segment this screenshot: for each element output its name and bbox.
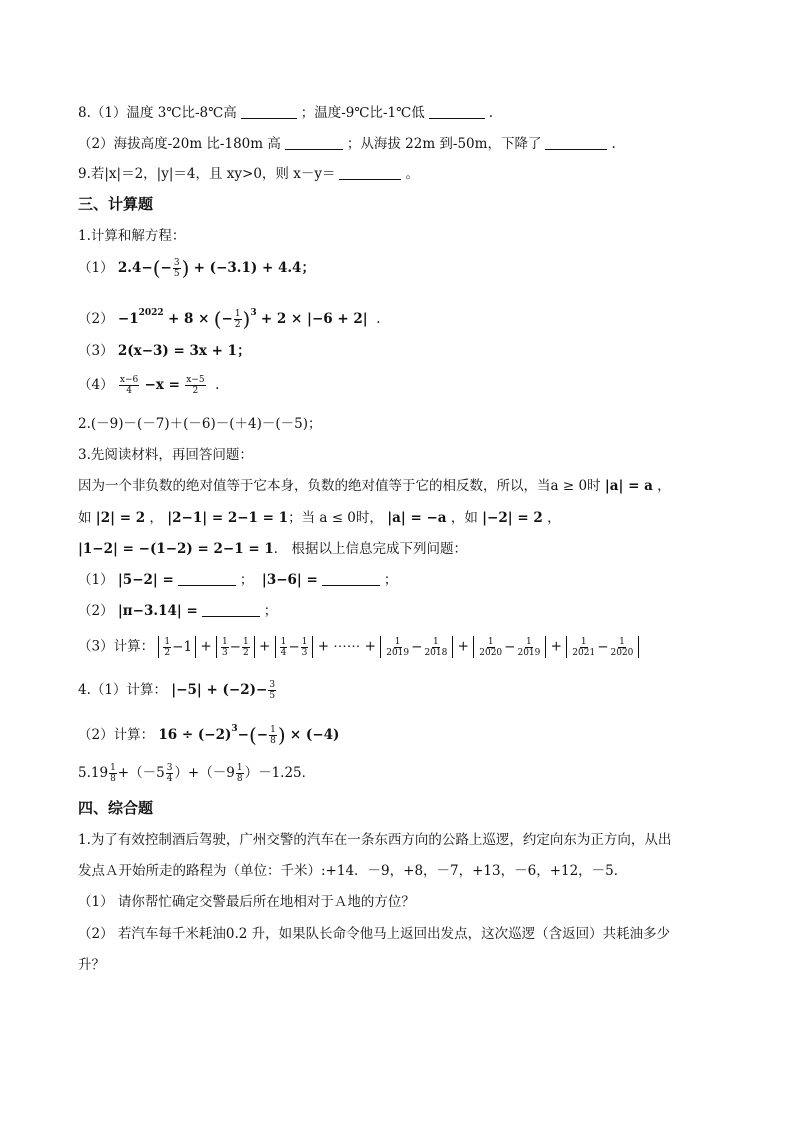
calc-2: 2.(－9)－(－7)＋(－6)－(＋4)－(－5)；: [78, 416, 322, 432]
fraction: $\frac{3}{5}$: [173, 258, 180, 279]
fraction: $\frac{1}{8}$: [270, 725, 276, 746]
calc-1-intro: 1.计算和解方程：: [78, 228, 186, 244]
comprehensive-1-item-1: （1） 请你帮忙确定交警最后所在地相对于Ａ地的方位？: [78, 894, 415, 910]
abs-term: $\frac{1}{2}$ −1: [158, 636, 196, 658]
abs-term: $\frac{1}{4}$ − $\frac{1}{3}$: [275, 636, 314, 658]
question-9: 9.若|x|＝2，|y|＝4，且 xy>0，则 x－y＝ 。: [78, 166, 419, 182]
calc-3-intro: 3.先阅读材料，再回答问题：: [78, 447, 253, 463]
fraction: $\frac{1}{2}$: [234, 309, 241, 330]
answer-blank[interactable]: [178, 571, 236, 586]
calc-1-item-4: （4） $\frac{x-6}{4}$ −x = $\frac{x-5}{2}$ .: [78, 375, 220, 396]
section-heading-comprehensive: 四、综合题: [78, 799, 154, 817]
answer-blank[interactable]: [202, 602, 260, 617]
question-8-part-1: 8.（1）温度 3℃比-8℃高 ；温度-9℃比-1℃低 .: [78, 105, 494, 121]
calc-3-item-1: （1） |5−2| = ； |3−6| = ；: [78, 572, 398, 588]
fraction: $\frac{x-5}{2}$: [186, 375, 205, 396]
answer-blank[interactable]: [545, 135, 607, 150]
answer-blank[interactable]: [285, 135, 343, 150]
calc-1-item-3: （3） 2(x−3) = 3x + 1；: [78, 343, 251, 359]
answer-blank[interactable]: [429, 104, 485, 119]
answer-blank[interactable]: [322, 571, 380, 586]
fraction: $\frac{x-6}{4}$: [119, 375, 139, 396]
answer-blank[interactable]: [339, 165, 401, 180]
calc-1-item-1: （1） 2.4−(− $\frac{3}{5}$ ) + (−3.1) + 4.4；: [78, 256, 315, 280]
calc-1-item-2: $(2) -1^{2022} + 8$ × (− $\frac{1}{2}$ )$^3$ + 2 × |−6 + 2| .: [78, 307, 381, 331]
calc-4-item-1: 4.（1）计算： |−5| + (−2)− $\frac{3}{5}$: [78, 680, 276, 701]
fraction: $\frac{1}{8}$: [110, 763, 116, 784]
section-heading-calculation: 三、计算题: [78, 195, 154, 213]
abs-term: $\frac{1}{2020}$ − $\frac{1}{2019}$: [473, 636, 546, 658]
fraction: $\frac{3}{4}$: [166, 763, 173, 784]
comprehensive-1-item-2-line-2: 升？: [78, 957, 105, 973]
calc-3-item-2: （2） |π−3.14| = ；: [78, 603, 278, 619]
comprehensive-1-item-2-line-1: （2） 若汽车每千米耗油0.2 升，如果队长命令他马上返回出发点，这次巡逻（含返回）共耗油多少: [78, 926, 671, 942]
fraction: $\frac{3}{5}$: [269, 680, 276, 701]
calc-3-material-line-1: 因为一个非负数的绝对值等于它本身，负数的绝对值等于它的相反数，所以，当a ≥ 0时 |a| = a ，: [78, 478, 671, 494]
fraction: $\frac{1}{8}$: [236, 763, 243, 784]
calc-4-item-2: （2）计算： $16 \div (-2)^3-(-$ $\frac{1}{8}$ ) × (−4): [78, 723, 340, 747]
calc-3-material-line-3: |1−2| = −(1−2) = 2−1 = 1． 根据以上信息完成下列问题：: [78, 541, 468, 557]
calc-3-material-line-2: 如 |2| = 2 ， |2−1| = 2−1 = 1；当 a ≤ 0时， |a| = −a ，如 |−2| = 2 ，: [78, 510, 561, 526]
comprehensive-1-line-1: 1.为了有效控制酒后驾驶，广州交警的汽车在一条东西方向的公路上巡逻，约定向东为正方向，从出: [78, 832, 672, 848]
calc-3-item-3: （3）计算： $\frac{1}{2}$ −1 + $\frac{1}{3}$ − $\frac{1}{2}$ + $\frac{1}{4}$ − $\frac{1}{3}$ + ⋯⋯ + $\frac{1}{2019}$ − $\frac{1}{2018}$ + $\frac{1}{2020}$ − $\frac{1}{2019}$ + $\frac{1}{2021}$ − $\frac{1}{2020}$: [78, 636, 639, 658]
answer-blank[interactable]: [241, 104, 297, 119]
comprehensive-1-line-2: 发点Ａ开始所走的路程为（单位：千米）:+14．－9，+8，－7，+13，－6，+12，－5．: [78, 863, 628, 879]
question-8-part-2: （2）海拔高度-20m 比-180m 高 ；从海拔 22m 到-50m，下降了 .: [78, 136, 616, 152]
abs-term: $\frac{1}{3}$ − $\frac{1}{2}$: [216, 636, 255, 658]
abs-term: $\frac{1}{2019}$ − $\frac{1}{2018}$: [380, 636, 453, 658]
abs-term: $\frac{1}{2021}$ − $\frac{1}{2020}$: [566, 636, 639, 658]
calc-5: 5.19 $\frac{1}{8}$ +（－5 $\frac{3}{4}$ ）+（－9 $\frac{1}{8}$ ）－1.25．: [78, 763, 316, 784]
